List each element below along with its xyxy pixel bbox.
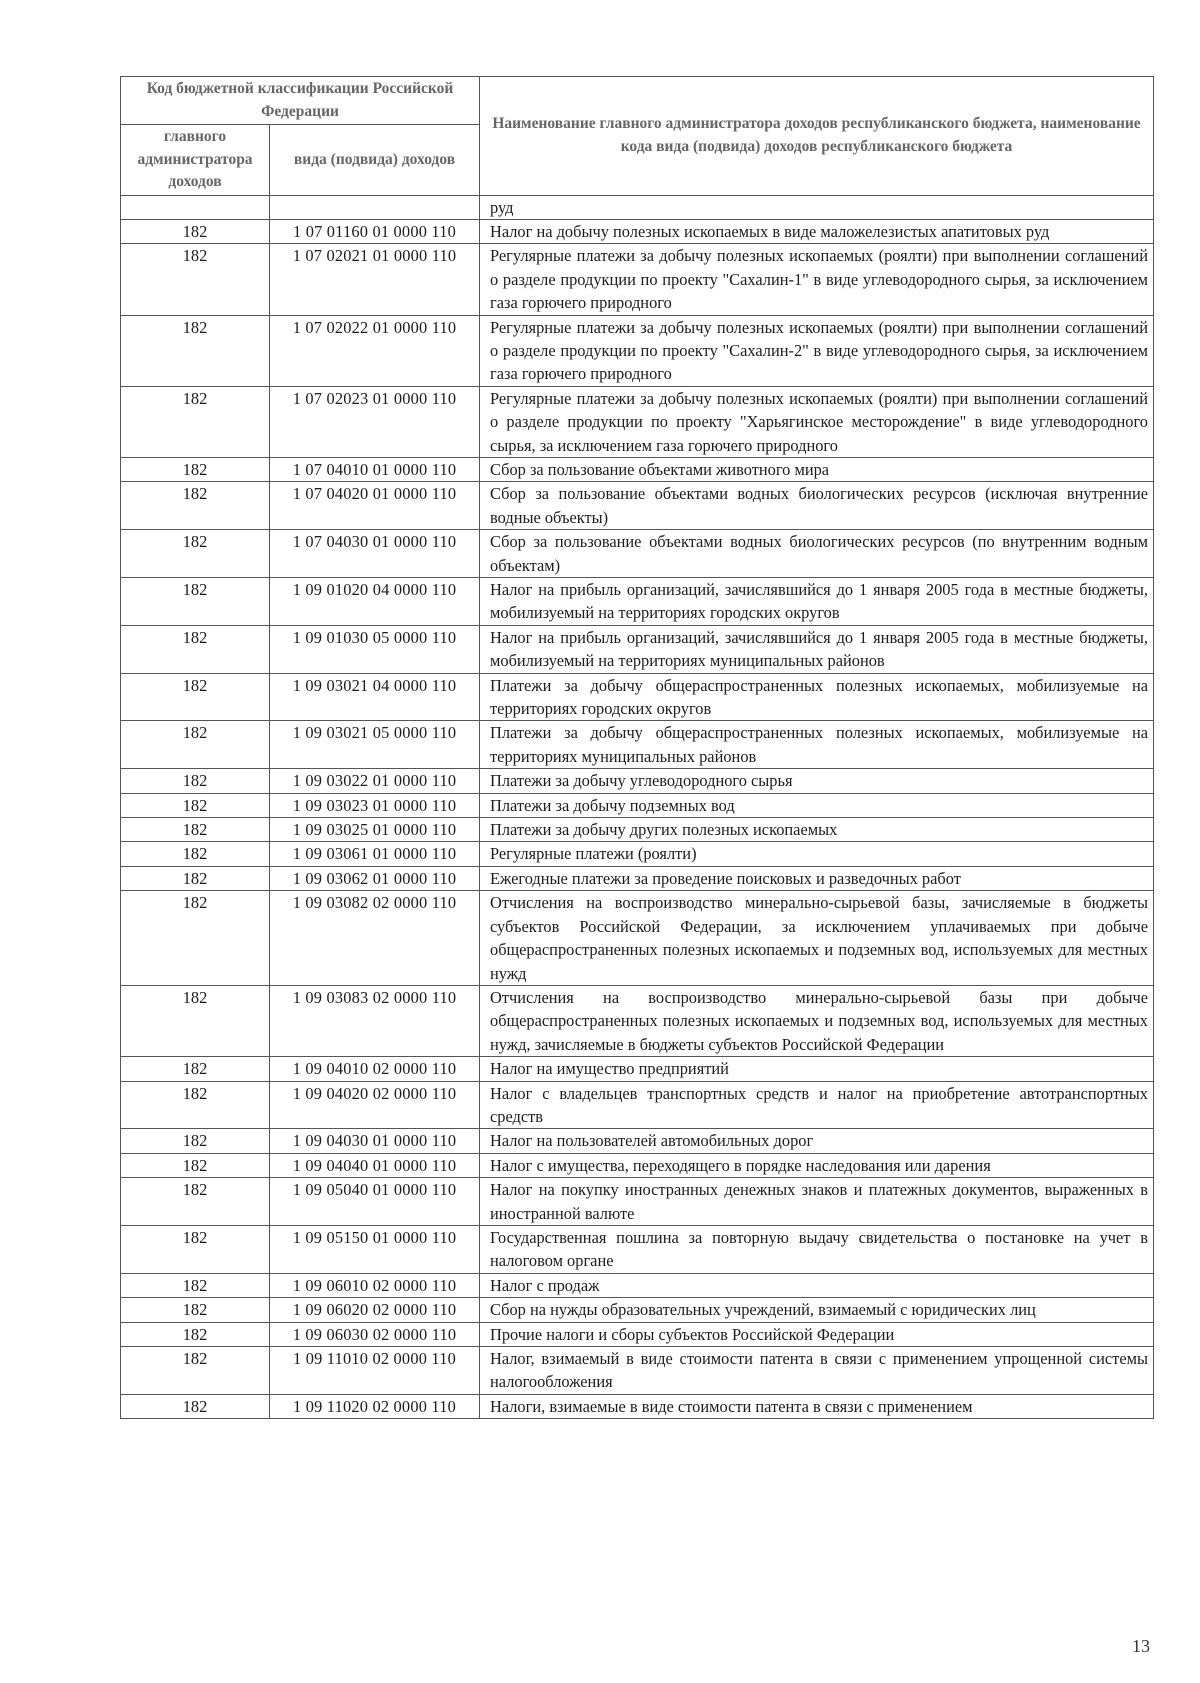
table-row: [121, 842, 1154, 866]
income-name-cell: Платежи за добычу углеводородного сырья: [480, 769, 1154, 793]
admin-code-cell: 182: [121, 1057, 270, 1081]
table-row: [121, 1057, 1154, 1081]
income-name-cell: Сбор за пользование объектами водных биологических ресурсов (по внутренним водным объектам): [480, 530, 1154, 578]
table-row: [121, 818, 1154, 842]
name-column-header: Наименование главного администратора доходов республиканского бюджета, наименование кода вида (подвида) доходов республиканского бюджета: [480, 77, 1154, 196]
table-row: [121, 195, 1154, 219]
admin-code-cell: 182: [121, 244, 270, 315]
admin-column-header: главного администратора доходов: [121, 125, 270, 196]
income-code-cell: 1 09 04010 02 0000 110: [270, 1057, 480, 1081]
income-name-cell: Отчисления на воспроизводство минерально-сырьевой базы, зачисляемые в бюджеты субъектов Российской Федерации, за исключением уплачиваемых при добыче общераспространенных полезных ископаемых и подземных вод, используемых для местных нужд: [480, 891, 1154, 986]
income-name-cell: Регулярные платежи за добычу полезных ископаемых (роялти) при выполнении соглашений о разделе продукции по проекту "Сахалин-2" в виде углеводородного сырья, за исключением газа горючего природного: [480, 315, 1154, 386]
table-body: [121, 195, 1154, 1419]
income-code-cell: 1 09 06020 02 0000 110: [270, 1298, 480, 1322]
income-code-cell: 1 09 03083 02 0000 110: [270, 985, 480, 1056]
income-name-cell: Налог на добычу полезных ископаемых в виде маложелезистых апатитовых руд: [480, 219, 1154, 243]
income-name-cell: руд: [480, 195, 1154, 219]
income-name-cell: Платежи за добычу общераспространенных полезных ископаемых, мобилизуемые на территориях городских округов: [480, 673, 1154, 721]
table-row: [121, 482, 1154, 530]
admin-code-cell: 182: [121, 891, 270, 986]
table-row: [121, 866, 1154, 890]
admin-code-cell: 182: [121, 793, 270, 817]
table-row: [121, 219, 1154, 243]
admin-code-cell: 182: [121, 1225, 270, 1273]
table-row: [121, 1298, 1154, 1322]
admin-code-cell: 182: [121, 673, 270, 721]
admin-code-cell: 182: [121, 1129, 270, 1153]
admin-code-cell: 182: [121, 721, 270, 769]
income-name-cell: Регулярные платежи (роялти): [480, 842, 1154, 866]
income-name-cell: Платежи за добычу общераспространенных полезных ископаемых, мобилизуемые на территориях муниципальных районов: [480, 721, 1154, 769]
income-code-cell: 1 09 04030 01 0000 110: [270, 1129, 480, 1153]
income-code-cell: 1 09 03082 02 0000 110: [270, 891, 480, 986]
admin-code-cell: 182: [121, 625, 270, 673]
table-row: [121, 1153, 1154, 1177]
income-code-cell: 1 09 03025 01 0000 110: [270, 818, 480, 842]
table-row: [121, 1273, 1154, 1297]
group-header: Код бюджетной классификации Российской Федерации: [121, 77, 480, 125]
admin-code-cell: 182: [121, 482, 270, 530]
income-name-cell: Налог на покупку иностранных денежных знаков и платежных документов, выраженных в иностранной валюте: [480, 1178, 1154, 1226]
admin-code-cell: 182: [121, 1081, 270, 1129]
admin-code-cell: 182: [121, 842, 270, 866]
document-page: [120, 76, 1153, 1419]
income-code-cell: 1 07 01160 01 0000 110: [270, 219, 480, 243]
income-name-cell: Регулярные платежи за добычу полезных ископаемых (роялти) при выполнении соглашений о разделе продукции по проекту "Сахалин-1" в виде углеводородного сырья, за исключением газа горючего природного: [480, 244, 1154, 315]
admin-code-cell: 182: [121, 818, 270, 842]
income-name-cell: Сбор за пользование объектами водных биологических ресурсов (исключая внутренние водные объекты): [480, 482, 1154, 530]
income-name-cell: Платежи за добычу других полезных ископаемых: [480, 818, 1154, 842]
income-code-cell: 1 07 04030 01 0000 110: [270, 530, 480, 578]
income-code-cell: 1 09 04020 02 0000 110: [270, 1081, 480, 1129]
admin-code-cell: 182: [121, 1347, 270, 1395]
income-name-cell: Ежегодные платежи за проведение поисковых и разведочных работ: [480, 866, 1154, 890]
table-row: [121, 457, 1154, 481]
income-code-cell: 1 09 11020 02 0000 110: [270, 1394, 480, 1418]
table-row: [121, 1347, 1154, 1395]
income-code-cell: 1 09 01020 04 0000 110: [270, 578, 480, 626]
admin-code-cell: 182: [121, 1273, 270, 1297]
table-row: [121, 1225, 1154, 1273]
income-code-cell: 1 09 06030 02 0000 110: [270, 1322, 480, 1346]
income-code-cell: 1 09 11010 02 0000 110: [270, 1347, 480, 1395]
income-name-cell: Платежи за добычу подземных вод: [480, 793, 1154, 817]
table-row: [121, 673, 1154, 721]
income-name-cell: Налоги, взимаемые в виде стоимости патента в связи с применением: [480, 1394, 1154, 1418]
income-code-cell: 1 09 03061 01 0000 110: [270, 842, 480, 866]
income-name-cell: Сбор за пользование объектами животного мира: [480, 457, 1154, 481]
table-row: [121, 530, 1154, 578]
admin-code-cell: 182: [121, 530, 270, 578]
income-code-cell: 1 09 05150 01 0000 110: [270, 1225, 480, 1273]
table-row: [121, 578, 1154, 626]
admin-code-cell: 182: [121, 386, 270, 457]
table-row: [121, 891, 1154, 986]
income-name-cell: Государственная пошлина за повторную выдачу свидетельства о постановке на учет в налоговом органе: [480, 1225, 1154, 1273]
income-name-cell: Налог на прибыль организаций, зачислявшийся до 1 января 2005 года в местные бюджеты, мобилизуемый на территориях городских округов: [480, 578, 1154, 626]
income-code-cell: 1 07 02022 01 0000 110: [270, 315, 480, 386]
income-code-cell: 1 09 06010 02 0000 110: [270, 1273, 480, 1297]
income-name-cell: Налог с продаж: [480, 1273, 1154, 1297]
income-name-cell: Налог на прибыль организаций, зачислявшийся до 1 января 2005 года в местные бюджеты, мобилизуемый на территориях муниципальных районов: [480, 625, 1154, 673]
table-row: [121, 1178, 1154, 1226]
table-row: [121, 985, 1154, 1056]
table-row: [121, 386, 1154, 457]
income-code-cell: 1 07 02021 01 0000 110: [270, 244, 480, 315]
income-code-cell: 1 07 04010 01 0000 110: [270, 457, 480, 481]
income-code-cell: 1 09 03022 01 0000 110: [270, 769, 480, 793]
admin-code-cell: 182: [121, 1298, 270, 1322]
income-code-cell: 1 07 02023 01 0000 110: [270, 386, 480, 457]
income-code-cell: 1 09 03023 01 0000 110: [270, 793, 480, 817]
income-code-cell: 1 09 04040 01 0000 110: [270, 1153, 480, 1177]
income-name-cell: Налог с имущества, переходящего в порядке наследования или дарения: [480, 1153, 1154, 1177]
income-code-cell: 1 07 04020 01 0000 110: [270, 482, 480, 530]
admin-code-cell: 182: [121, 457, 270, 481]
table-row: [121, 315, 1154, 386]
admin-code-cell: 182: [121, 219, 270, 243]
table-row: [121, 1322, 1154, 1346]
admin-code-cell: 182: [121, 769, 270, 793]
income-code-cell: [270, 195, 480, 219]
admin-code-cell: 182: [121, 1322, 270, 1346]
table-row: [121, 1081, 1154, 1129]
admin-code-cell: 182: [121, 985, 270, 1056]
income-name-cell: Налог на имущество предприятий: [480, 1057, 1154, 1081]
income-name-cell: Налог, взимаемый в виде стоимости патента в связи с применением упрощенной системы налогообложения: [480, 1347, 1154, 1395]
income-name-cell: Отчисления на воспроизводство минерально-сырьевой базы при добыче общераспространенных полезных ископаемых и подземных вод, используемых для местных нужд, зачисляемые в бюджеты субъектов Российской Федерации: [480, 985, 1154, 1056]
admin-code-cell: 182: [121, 1178, 270, 1226]
income-code-cell: 1 09 05040 01 0000 110: [270, 1178, 480, 1226]
table-row: [121, 244, 1154, 315]
table-row: [121, 625, 1154, 673]
admin-code-cell: 182: [121, 1394, 270, 1418]
income-name-cell: Налог на пользователей автомобильных дорог: [480, 1129, 1154, 1153]
income-code-cell: 1 09 03021 05 0000 110: [270, 721, 480, 769]
page-number: 13: [1132, 1636, 1150, 1656]
table-row: [121, 721, 1154, 769]
income-code-cell: 1 09 03021 04 0000 110: [270, 673, 480, 721]
income-name-cell: Прочие налоги и сборы субъектов Российской Федерации: [480, 1322, 1154, 1346]
table-row: [121, 1394, 1154, 1418]
admin-code-cell: [121, 195, 270, 219]
admin-code-cell: 182: [121, 578, 270, 626]
table-row: [121, 1129, 1154, 1153]
code-column-header: вида (подвида) доходов: [270, 125, 480, 196]
budget-classification-table: [120, 76, 1154, 1419]
table-row: [121, 793, 1154, 817]
table-row: [121, 769, 1154, 793]
admin-code-cell: 182: [121, 866, 270, 890]
income-name-cell: Налог с владельцев транспортных средств и налог на приобретение автотранспортных средств: [480, 1081, 1154, 1129]
income-code-cell: 1 09 01030 05 0000 110: [270, 625, 480, 673]
income-name-cell: Регулярные платежи за добычу полезных ископаемых (роялти) при выполнении соглашений о разделе продукции по проекту "Харьягинское месторождение" в виде углеводородного сырья, за исключением газа горючего природного: [480, 386, 1154, 457]
income-name-cell: Сбор на нужды образовательных учреждений, взимаемый с юридических лиц: [480, 1298, 1154, 1322]
admin-code-cell: 182: [121, 1153, 270, 1177]
income-code-cell: 1 09 03062 01 0000 110: [270, 866, 480, 890]
admin-code-cell: 182: [121, 315, 270, 386]
